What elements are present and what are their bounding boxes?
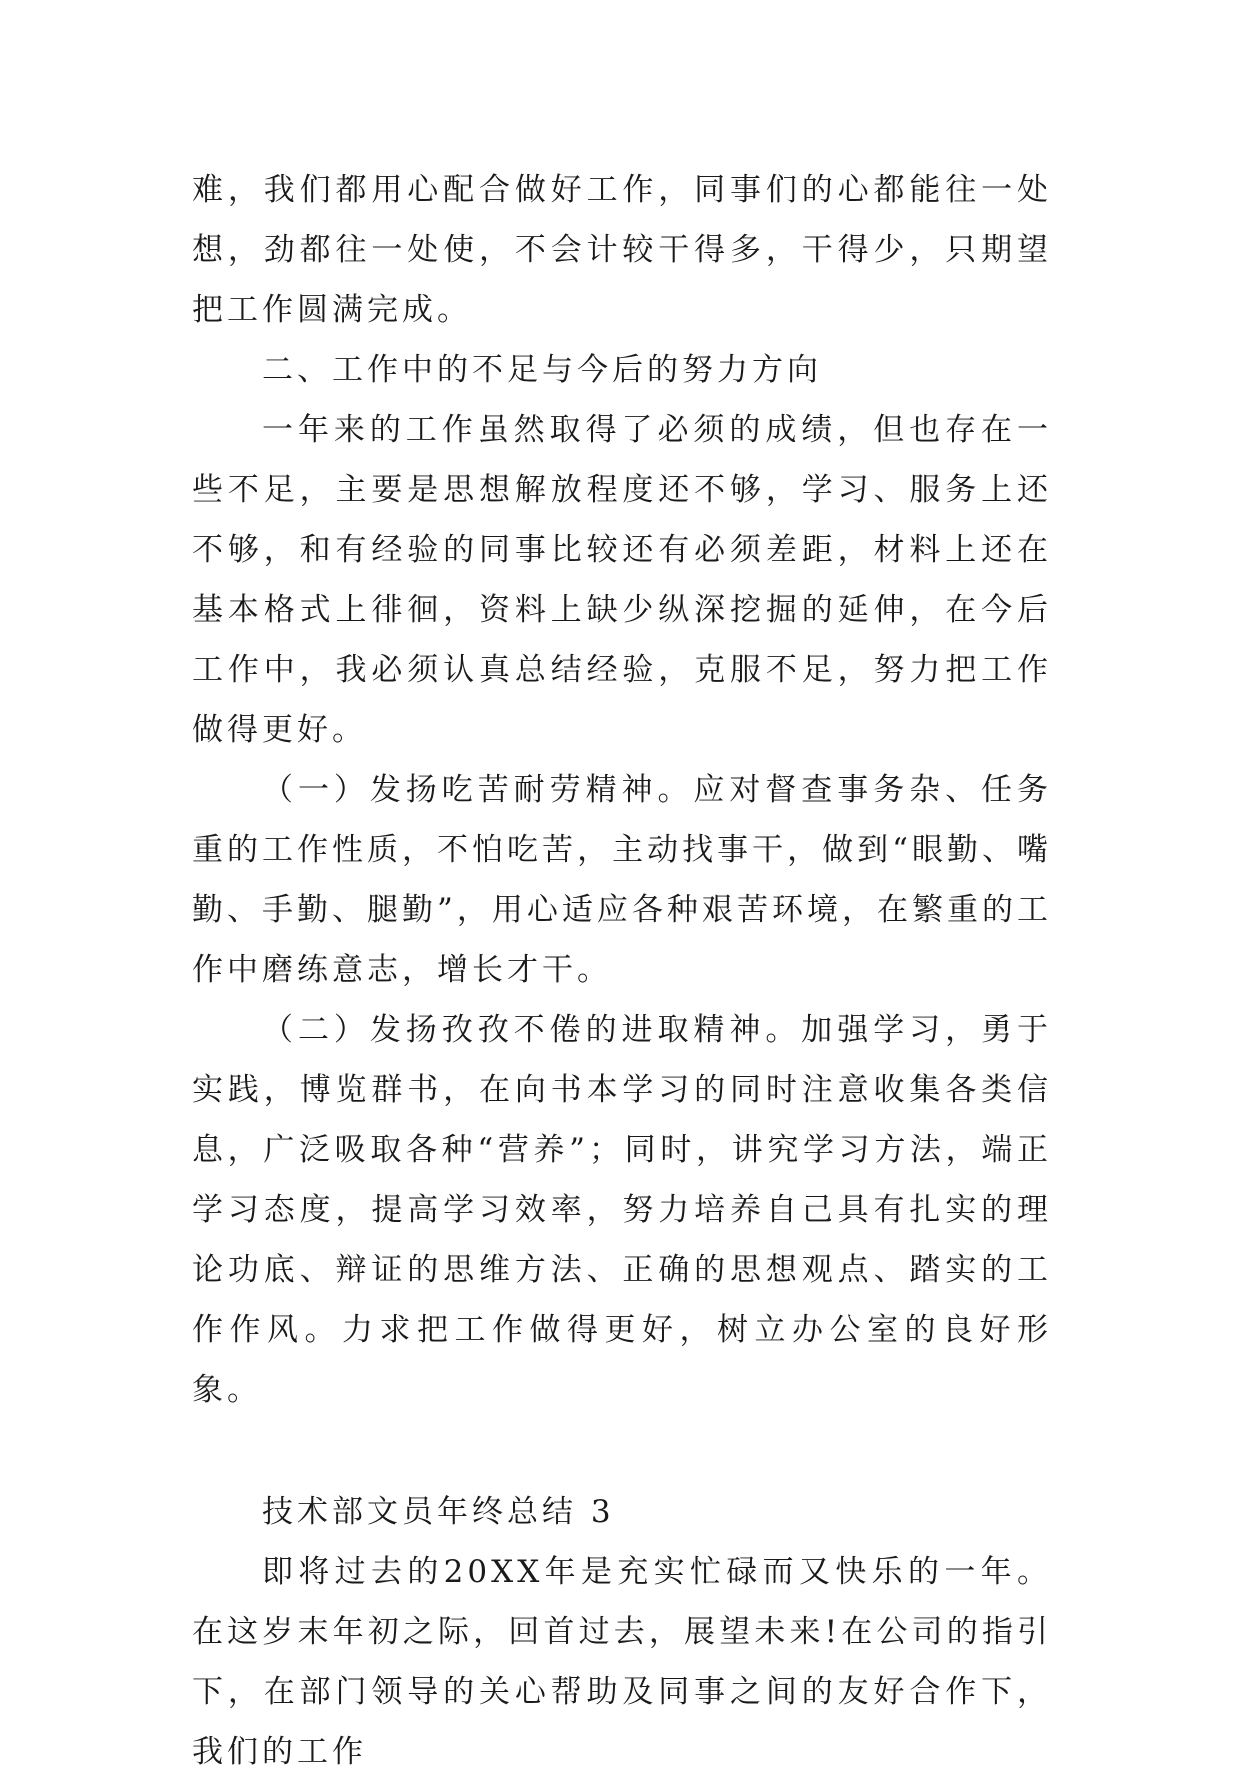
section-spacer [192,1420,1052,1482]
paragraph-shortcomings: 一年来的工作虽然取得了必须的成绩，但也存在一些不足，主要是思想解放程度还不够，学习、服务上还不够，和有经验的同事比较还有必须差距，材料上还在基本格式上徘徊，资料上缺少纵深挖掘的延伸，在今后工作中，我必须认真总结经验，克服不足，努力把工作做得更好。 [192,412,1052,748]
paragraph-summary-intro: 即将过去的20XX年是充实忙碌而又快乐的一年。在这岁末年初之际，回首过去，展望未来!在公司的指引下，在部门领导的关心帮助及同事之间的友好合作下，我们的工作 [192,1554,1052,1770]
paragraph-point-two: （二）发扬孜孜不倦的进取精神。加强学习，勇于实践，博览群书，在向书本学习的同时注意收集各类信息，广泛吸取各种“营养”；同时，讲究学习方法，端正学习态度，提高学习效率，努力培养自己具有扎实的理论功底、辩证的思维方法、正确的思想观点、踏实的工作作风。力求把工作做得更好，树立办公室的良好形象。 [192,1012,1052,1408]
paragraph-point-one: （一）发扬吃苦耐劳精神。应对督查事务杂、任务重的工作性质，不怕吃苦，主动找事干，做到“眼勤、嘴勤、手勤、腿勤”，用心适应各种艰苦环境，在繁重的工作中磨练意志，增长才干。 [192,772,1052,988]
paragraph-continuation: 难，我们都用心配合做好工作，同事们的心都能往一处想，劲都往一处使，不会计较干得多，干得少，只期望把工作圆满完成。 [192,172,1052,328]
section-title-summary-3: 技术部文员年终总结 3 [262,1494,615,1530]
document-body [192,160,1052,1782]
section-heading-shortcomings: 二、工作中的不足与今后的努力方向 [262,352,822,388]
